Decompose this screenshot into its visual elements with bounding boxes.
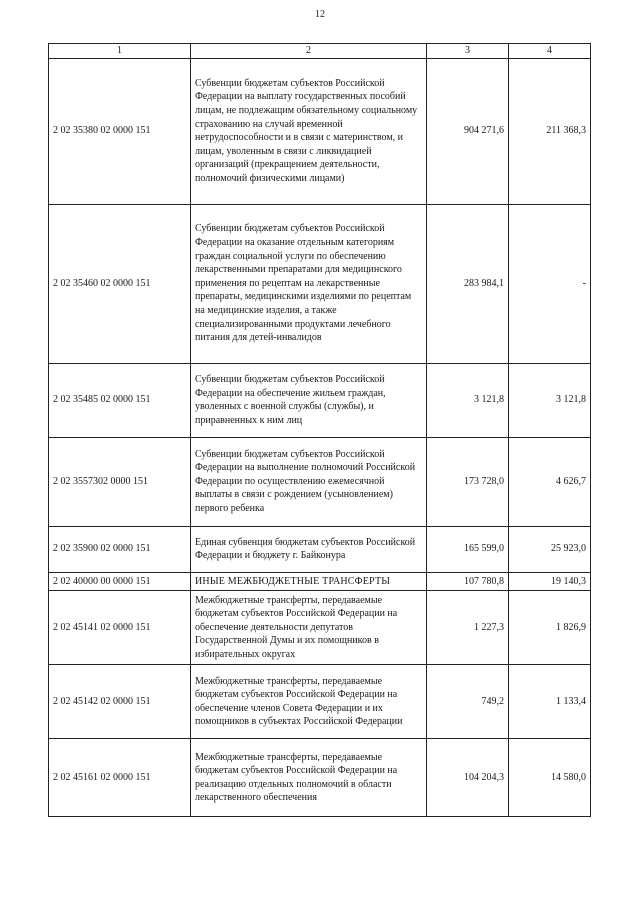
budget-code-cell: 2 02 35460 02 0000 151: [49, 204, 191, 363]
budget-code-cell: 2 02 45142 02 0000 151: [49, 665, 191, 739]
table-row: [49, 572, 591, 591]
table-row: [49, 591, 591, 665]
value-col3-cell: 904 271,6: [427, 58, 509, 204]
value-col3-cell: 3 121,8: [427, 363, 509, 437]
table-row: [49, 363, 591, 437]
budget-code-cell: 2 02 35900 02 0000 151: [49, 526, 191, 572]
value-col4-cell: 3 121,8: [509, 363, 591, 437]
table-row: [49, 739, 591, 817]
value-col3-cell: 173 728,0: [427, 437, 509, 526]
column-header-4: 4: [509, 44, 591, 59]
description-cell: Межбюджетные трансферты, передаваемые бюджетам субъектов Российской Федерации на обеспечение членов Совета Федерации и их помощников в субъектах Российской Федерации: [191, 665, 427, 739]
description-cell: ИНЫЕ МЕЖБЮДЖЕТНЫЕ ТРАНСФЕРТЫ: [191, 572, 427, 591]
page-number: 12: [315, 9, 325, 20]
description-cell: Межбюджетные трансферты, передаваемые бюджетам субъектов Российской Федерации на реализацию отдельных полномочий в области лекарственного обеспечения: [191, 739, 427, 817]
value-col4-cell: 25 923,0: [509, 526, 591, 572]
description-cell: Субвенции бюджетам субъектов Российской Федерации на выплату государственных пособий лицам, не подлежащим обязательному социальному страхованию на случай временной нетрудоспособности и в связи с материнством, и лицам, уволенным в связи с ликвидацией организаций (прекращением деятельности, полномочий физическими лицами): [191, 58, 427, 204]
description-cell: Субвенции бюджетам субъектов Российской Федерации на оказание отдельным категориям граждан социальной услуги по обеспечению лекарственными препаратами для медицинского применения по рецептам на лекарственные препараты, медицинскими изделиями по рецептам на медицинские изделия, а также специализированными продуктами лечебного питания для детей-инвалидов: [191, 204, 427, 363]
table-row: [49, 437, 591, 526]
column-header-3: 3: [427, 44, 509, 59]
header-row: [49, 44, 591, 59]
budget-table: [48, 43, 591, 817]
value-col4-cell: 211 368,3: [509, 58, 591, 204]
budget-code-cell: 2 02 35380 02 0000 151: [49, 58, 191, 204]
value-col4-cell: 14 580,0: [509, 739, 591, 817]
column-header-2: 2: [191, 44, 427, 59]
description-cell: Межбюджетные трансферты, передаваемые бюджетам субъектов Российской Федерации на обеспечение деятельности депутатов Государственной Думы и их помощников в избирательных округах: [191, 591, 427, 665]
value-col4-cell: 4 626,7: [509, 437, 591, 526]
table-row: [49, 665, 591, 739]
value-col3-cell: 165 599,0: [427, 526, 509, 572]
budget-code-cell: 2 02 40000 00 0000 151: [49, 572, 191, 591]
column-header-1: 1: [49, 44, 191, 59]
budget-code-cell: 2 02 35485 02 0000 151: [49, 363, 191, 437]
value-col3-cell: 104 204,3: [427, 739, 509, 817]
value-col4-cell: 1 133,4: [509, 665, 591, 739]
description-cell: Единая субвенция бюджетам субъектов Российской Федерации и бюджету г. Байконура: [191, 526, 427, 572]
description-cell: Субвенции бюджетам субъектов Российской Федерации на обеспечение жильем граждан, уволенных с военной службы (службы), и приравненных к ним лиц: [191, 363, 427, 437]
value-col3-cell: 107 780,8: [427, 572, 509, 591]
value-col3-cell: 283 984,1: [427, 204, 509, 363]
value-col3-cell: 1 227,3: [427, 591, 509, 665]
table-row: [49, 58, 591, 204]
budget-code-cell: 2 02 3557302 0000 151: [49, 437, 191, 526]
table-row: [49, 526, 591, 572]
value-col4-cell: 19 140,3: [509, 572, 591, 591]
budget-code-cell: 2 02 45141 02 0000 151: [49, 591, 191, 665]
value-col4-cell: 1 826,9: [509, 591, 591, 665]
table-row: [49, 204, 591, 363]
value-col4-cell: -: [509, 204, 591, 363]
value-col3-cell: 749,2: [427, 665, 509, 739]
description-cell: Субвенции бюджетам субъектов Российской Федерации на выполнение полномочий Российской Федерации по осуществлению ежемесячной выплаты в связи с рождением (усыновлением) первого ребенка: [191, 437, 427, 526]
budget-code-cell: 2 02 45161 02 0000 151: [49, 739, 191, 817]
